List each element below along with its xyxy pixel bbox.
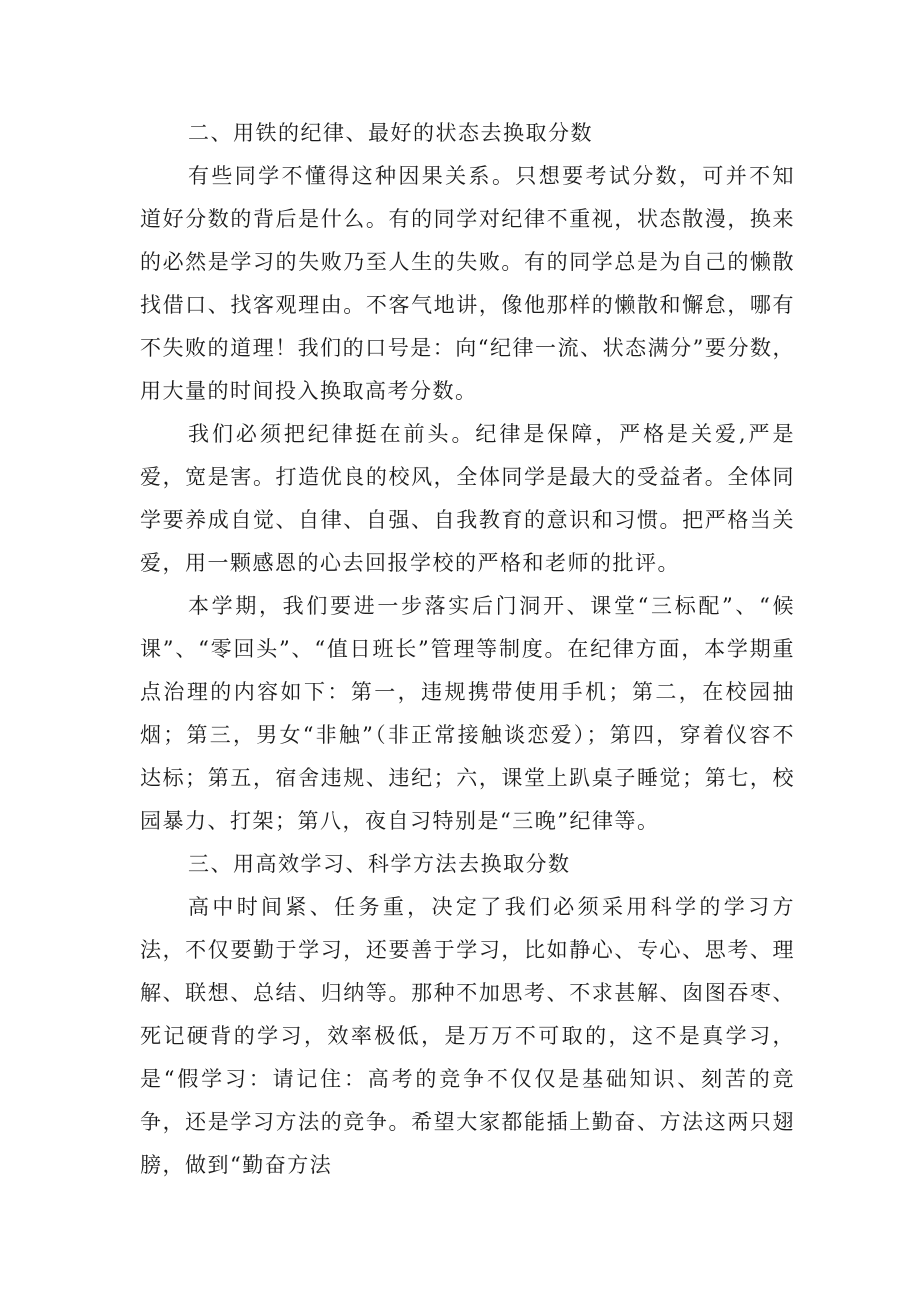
paragraph-discipline-first: 我们必须把纪律挺在前头。纪律是保障，严格是关爱,严是爱，宽是害。打造优良的校风，全体同学是最大的受益者。全体同学要养成自觉、自律、自强、自我教育的意识和习惯。把严格当关爱，用一颗感恩的心去回报学校的严格和老师的批评。 — [140, 422, 795, 575]
paragraph-study-methods: 高中时间紧、任务重，决定了我们必须采用科学的学习方法，不仅要勤于学习，还要善于学习，比如静心、专心、思考、理解、联想、总结、归纳等。那种不加思考、不求甚解、囱图吞枣、死记硬背的学习，效率极低，是万万不可取的，这不是真学习，是“假学习：请记住：高考的竞争不仅仅是基础知识、刻苦的竞争，还是学习方法的竞争。希望大家都能插上勤奋、方法这两只翅膀，做到“勤奋方法 — [140, 895, 795, 1177]
document-body — [140, 112, 795, 1187]
section-heading-efficient-study: 三、用高效学习、科学方法去换取分数 — [188, 852, 571, 876]
paragraph-semester-rules: 本学期，我们要进一步落实后门洞开、课堂“三标配”、“候课”、“零回头”、“值日班长”管理等制度。在纪律方面，本学期重点治理的内容如下：第一，违规携带使用手机；第二，在校园抽烟；第三，男女“非触”（非正常接触谈恋爱）；第四，穿着仪容不达标；第五，宿舍违规、违纪；六，课堂上趴桌子睡觉；第七，校园暴力、打架；第八，夜自习特别是“三晚”纪律等。 — [140, 594, 795, 833]
paragraph-cause-effect: 有些同学不懂得这种因果关系。只想要考试分数，可并不知道好分数的背后是什么。有的同学对纪律不重视，状态散漫，换来的必然是学习的失败乃至人生的失败。有的同学总是为自己的懒散找借口、找客观理由。不客气地讲，像他那样的懒散和懈怠，哪有不失败的道理！我们的口号是：向“纪律一流、状态满分”要分数，用大量的时间投入换取高考分数。 — [140, 164, 795, 403]
section-heading-discipline: 二、用铁的纪律、最好的状态去换取分数 — [188, 121, 593, 145]
